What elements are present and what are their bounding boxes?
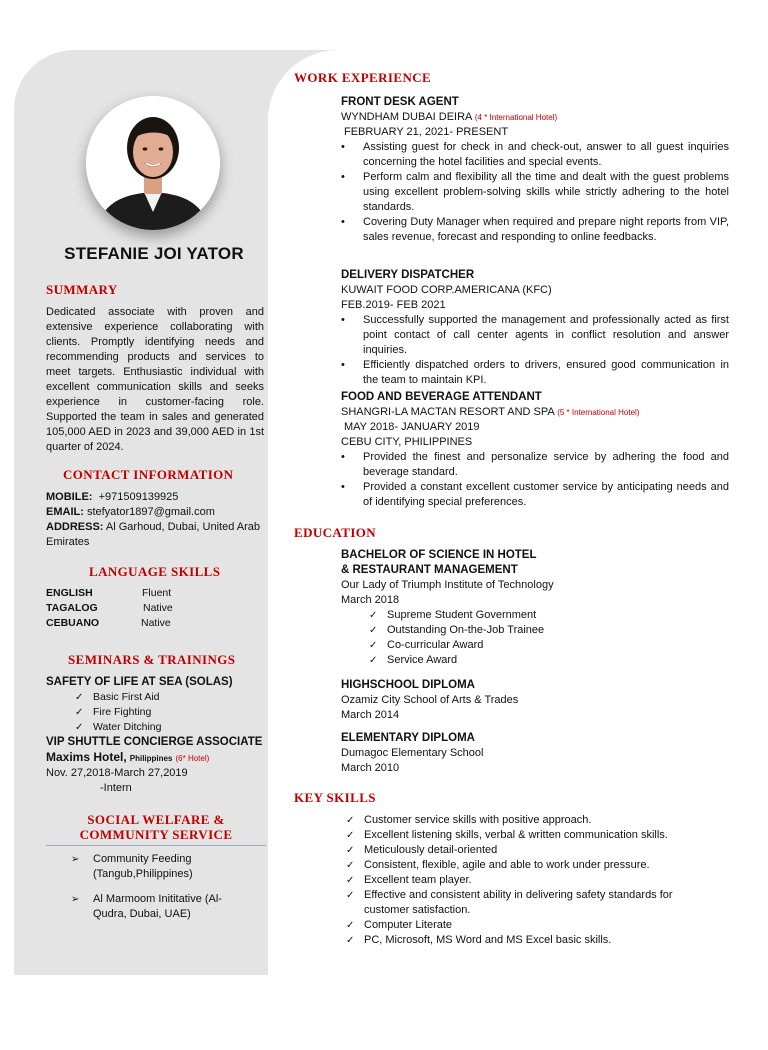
list-item: ✓ Co-curricular Award — [387, 638, 729, 653]
list-item: ✓ Excellent team player. — [364, 873, 709, 888]
list-item: ✓ Meticulously detail-oriented — [364, 843, 709, 858]
seminar-role: -Intern — [100, 782, 132, 794]
language-name: TAGALOG — [46, 602, 98, 614]
list-item: • Perform calm and flexibility all the time and dealt with the guest problems using excellent problem-solving skills while strictly adhering to the hotel standards. — [363, 170, 729, 215]
social-list — [93, 852, 253, 922]
job-duties — [363, 450, 729, 510]
list-item: • Covering Duty Manager when required and prepare night reports from VIP, sales revenue, forecast and responding to online feedbacks. — [363, 215, 729, 245]
hotel-location: Philippines — [129, 754, 173, 763]
email-value[interactable]: stefyator1897@gmail.com — [86, 506, 215, 518]
job-food-beverage — [341, 390, 729, 510]
job-front-desk — [341, 95, 729, 245]
social-heading — [46, 812, 266, 842]
contact-address — [46, 520, 266, 550]
elementary-school: Dumagoc Elementary School — [341, 747, 484, 759]
mobile-label: MOBILE: — [46, 491, 93, 503]
vip-title: VIP SHUTTLE CONCIERGE ASSOCIATE — [46, 736, 263, 748]
hotel-name: Maxims Hotel, — [46, 750, 127, 764]
list-item: ✓ Excellent listening skills, verbal & written communication skills. — [364, 828, 709, 843]
job-duties — [363, 140, 729, 245]
elementary-title: ELEMENTARY DIPLOMA — [341, 732, 475, 744]
job-dates: FEB.2019- FEB 2021 — [341, 299, 446, 311]
email-label: EMAIL: — [46, 506, 84, 518]
list-item: ✓ Customer service skills with positive approach. — [364, 813, 709, 828]
degree-school: Our Lady of Triumph Institute of Technology — [341, 579, 554, 591]
list-item: ✓ Fire Fighting — [93, 705, 271, 720]
list-item: ✓ PC, Microsoft, MS Word and MS Excel basic skills. — [364, 933, 709, 948]
job-title: DELIVERY DISPATCHER — [341, 269, 475, 281]
seminars-block — [46, 675, 271, 796]
list-item: ➢ Al Marmoom Inititative (Al-Qudra, Dubai, UAE) — [93, 892, 253, 922]
person-avatar-icon — [86, 96, 220, 230]
job-duties — [363, 313, 729, 388]
job-dates: FEBRUARY 21, 2021- PRESENT — [344, 126, 509, 138]
list-item: ✓ Computer Literate — [364, 918, 709, 933]
highschool-date: March 2014 — [341, 709, 400, 721]
list-item: ✓ Supreme Student Government — [387, 608, 729, 623]
job-title: FRONT DESK AGENT — [341, 96, 459, 108]
education-degree — [341, 548, 729, 668]
list-item: ✓ Basic First Aid — [93, 690, 271, 705]
list-item: ✓ Effective and consistent ability in delivering safety standards for customer satisfaction. — [364, 888, 709, 918]
list-item: ✓ Consistent, flexible, agile and able to work under pressure. — [364, 858, 709, 873]
list-item: • Provided a constant excellent customer service by anticipating needs and of identifying special preferences. — [363, 480, 729, 510]
hotel-rating: (6* Hotel) — [175, 754, 210, 763]
education-elementary — [341, 731, 729, 776]
education-heading: EDUCATION — [294, 525, 377, 540]
solas-list — [93, 690, 271, 735]
degree-title-line2: & RESTAURANT MANAGEMENT — [341, 564, 518, 576]
summary-heading: SUMMARY — [46, 282, 118, 297]
list-item: • Successfully supported the management and professionally acted as first point contact of call center agents in conflict resolution and answer inquiries. — [363, 313, 729, 358]
list-item: • Assisting guest for check in and check-out, answer to all guest inquiries concerning the hotel facilities and special events. — [363, 140, 729, 170]
list-item: ✓ Outstanding On-the-Job Trainee — [387, 623, 729, 638]
job-company: SHANGRI-LA MACTAN RESORT AND SPA — [341, 406, 555, 418]
job-rating: (5 * International Hotel) — [557, 408, 640, 417]
address-value: Al Garhoud, Dubai, United Arab Emirates — [46, 521, 260, 548]
job-company-line — [341, 405, 729, 420]
language-name: CEBUANO — [46, 617, 100, 629]
highschool-school: Ozamiz City School of Arts & Trades — [341, 694, 519, 706]
awards-list — [387, 608, 729, 668]
job-title: FOOD AND BEVERAGE ATTENDANT — [341, 391, 542, 403]
contact-block — [46, 490, 266, 550]
skills-list — [364, 813, 709, 948]
job-company-line — [341, 110, 729, 125]
work-heading: WORK EXPERIENCE — [294, 70, 432, 85]
solas-title: SAFETY OF LIFE AT SEA (SOLAS) — [46, 676, 233, 688]
list-item: ✓ Service Award — [387, 653, 729, 668]
mobile-value: +971509139925 — [98, 491, 179, 503]
social-heading-line2: COMMUNITY SERVICE — [79, 827, 233, 842]
degree-date: March 2018 — [341, 594, 400, 606]
skills-heading: KEY SKILLS — [294, 790, 376, 805]
contact-heading: CONTACT INFORMATION — [63, 467, 234, 482]
language-level: Native — [143, 602, 173, 614]
job-dates: MAY 2018- JANUARY 2019 — [344, 421, 480, 433]
elementary-date: March 2010 — [341, 762, 400, 774]
education-highschool — [341, 678, 729, 723]
language-name: ENGLISH — [46, 587, 93, 599]
hotel-line — [46, 750, 271, 766]
languages-heading: LANGUAGE SKILLS — [89, 564, 221, 579]
social-heading-line1: SOCIAL WELFARE & — [87, 812, 225, 827]
seminars-heading: SEMINARS & TRAININGS — [68, 652, 236, 667]
contact-mobile — [46, 490, 266, 505]
job-rating: (4 * International Hotel) — [474, 113, 558, 122]
language-level: Native — [141, 617, 171, 629]
skills-block — [364, 813, 709, 948]
social-divider — [46, 845, 266, 846]
degree-title-line1: BACHELOR OF SCIENCE IN HOTEL — [341, 549, 537, 561]
seminar-dates: Nov. 27,2018-March 27,2019 — [46, 767, 188, 779]
list-item: • Efficiently dispatched orders to drivers, ensured good communication in the team to maintain KPI. — [363, 358, 729, 388]
summary-text: Dedicated associate with proven and extensive experience collaborating with clients. Promptly identifying needs and recommending products and services to meet targets. Enthusiastic individual with excellent communication skills and seeks experience in customer-facing role. Supported the team in sales and generated 105,000 AED in 2023 and 39,000 AED in 1st quarter of 2024. — [46, 306, 264, 453]
list-item: ➢ Community Feeding (Tangub,Philippines) — [93, 852, 253, 882]
list-item: • Provided the finest and personalize service by adhering the food and beverage standard. — [363, 450, 729, 480]
highschool-title: HIGHSCHOOL DIPLOMA — [341, 679, 475, 691]
job-location: CEBU CITY, PHILIPPINES — [341, 436, 473, 448]
language-level: Fluent — [142, 587, 172, 599]
list-item: ✓ Water Ditching — [93, 720, 271, 735]
job-company: WYNDHAM DUBAI DEIRA — [341, 111, 472, 123]
candidate-name: STEFANIE JOI YATOR — [64, 244, 244, 263]
contact-email — [46, 505, 266, 520]
job-company: KUWAIT FOOD CORP.AMERICANA (KFC) — [341, 284, 552, 296]
social-block — [93, 852, 253, 922]
job-delivery — [341, 268, 729, 388]
profile-photo — [86, 96, 220, 230]
address-label: ADDRESS: — [46, 521, 104, 533]
